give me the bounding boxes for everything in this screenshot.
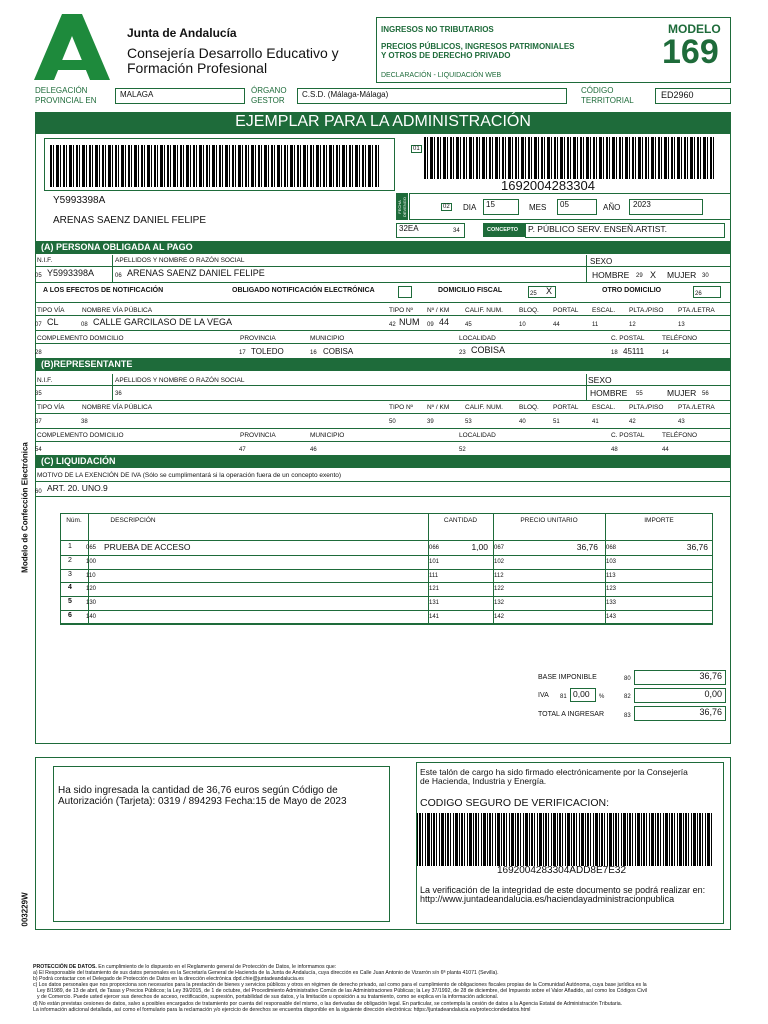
n06: 06: [115, 273, 122, 279]
csv-label: CODIGO SEGURO DE VERIFICACION:: [420, 797, 610, 809]
n45: 45: [465, 322, 472, 328]
row-code-precio: 102: [494, 558, 505, 565]
b-tel-label: TELÉFONO: [662, 432, 698, 439]
firma-text2: de Hacienda, Industria y Energía.: [420, 776, 547, 786]
concepto-value: P. PÚBLICO SERV. ENSEÑ.ARTIST.: [528, 224, 668, 234]
n50: 50: [389, 419, 396, 425]
a-cp-label: C. POSTAL: [611, 335, 645, 342]
organo-label2: GESTOR: [251, 96, 285, 105]
a-localidad: COBISA: [471, 345, 506, 355]
pct: %: [599, 694, 605, 700]
row-code-precio: 067: [494, 545, 505, 551]
n60: 60: [35, 489, 42, 495]
notif-label: A LOS EFECTOS DE NOTIFICACIÓN: [43, 287, 164, 294]
top-left-barcode: [50, 145, 380, 187]
b-loc-label: LOCALIDAD: [459, 432, 496, 439]
domfiscal-label: DOMICILIO FISCAL: [438, 287, 503, 294]
n25: 25: [530, 291, 537, 297]
codigo-value: ED2960: [661, 90, 694, 100]
row-code-desc: 065: [86, 545, 97, 551]
motivo-value: ART. 20. UNO.9: [47, 483, 108, 493]
verif-text1: La verificación de la integridad de este documento se podrá realizar en:: [420, 885, 706, 895]
domfiscal-x: X: [546, 286, 553, 296]
n39: 39: [427, 419, 434, 425]
barcode-number: 1692004283304: [501, 178, 595, 193]
row-number: 6: [68, 612, 72, 619]
iva-value: 0,00: [704, 689, 722, 699]
anio-label: AÑO: [603, 203, 621, 212]
delegacion-value: MALAGA: [120, 90, 154, 99]
concepto-label: CONCEPTO: [487, 227, 519, 233]
footer-title: PROTECCIÓN DE DATOS.: [33, 964, 97, 970]
n26: 26: [695, 291, 702, 297]
base-label: BASE IMPONIBLE: [538, 674, 597, 681]
n44a: 44: [553, 322, 560, 328]
b-nif-label: N.I.F.: [37, 377, 53, 384]
n29: 29: [636, 273, 643, 279]
n13: 13: [678, 322, 685, 328]
n42a: 42: [389, 322, 396, 328]
n46: 46: [310, 447, 317, 453]
a-escal-label: ESCAL.: [592, 307, 616, 314]
row-code-precio: 142: [494, 614, 505, 620]
a-mujer: MUJER: [667, 270, 697, 280]
row-code-precio: 132: [494, 600, 505, 607]
a-tiponum: NUM: [399, 317, 420, 327]
n08: 08: [81, 322, 88, 328]
row-number: 3: [68, 570, 72, 578]
a-mun-label: MUNICIPIO: [310, 335, 345, 342]
a-tipovia: CL: [47, 317, 59, 327]
n48: 48: [611, 447, 618, 453]
section-b-header: (B)REPRESENTANTE: [35, 358, 731, 371]
section-a-header: (A) PERSONA OBLIGADA AL PAGO: [35, 241, 731, 254]
table-row-line: [60, 596, 713, 597]
row-number: 1: [68, 543, 72, 550]
row-code-cant: 141: [429, 614, 440, 620]
b-portal-label: PORTAL: [553, 404, 579, 411]
n81: 81: [560, 694, 567, 700]
footer-intro: En cumplimiento de lo dispuesto en el Reglamento general de Protección de Datos, le informamos que:: [98, 964, 337, 970]
row-code-cant: 111: [429, 572, 439, 579]
row-code-desc: 140: [86, 614, 97, 620]
n47: 47: [239, 447, 246, 453]
fecha-devengo-text: FECHA DEVENGO: [397, 197, 407, 218]
a-nif-label: N.I.F.: [37, 257, 53, 264]
iva-pct: 0,00: [573, 689, 590, 699]
base-value: 36,76: [699, 671, 722, 681]
total-value: 36,76: [699, 707, 722, 717]
a-bloq-label: BLOQ.: [519, 307, 539, 314]
row-code-importe: 113: [606, 572, 616, 579]
row-description: PRUEBA DE ACCESO: [104, 542, 191, 552]
b-pta-label: PTA./LETRA: [678, 404, 715, 411]
precios-title2: Y OTROS DE DERECHO PRIVADO: [381, 51, 511, 60]
a-line1: [35, 266, 731, 267]
a-line2: [35, 282, 731, 283]
footer-a: a) El Responsable del tratamiento de sus datos personales es la Secretaría General de Hacienda de la Junta de Andalucía, cuya dirección es Calle Juan Antonio de Vizarrón s/n 6ª planta 41071 (Sevilla).: [33, 970, 499, 977]
th1: [60, 540, 713, 541]
b-vline1: [112, 374, 113, 400]
b-prov-label: PROVINCIA: [240, 432, 276, 439]
row-code-desc: 100: [86, 558, 97, 565]
b-vline2: [586, 374, 587, 400]
otro-label: OTRO DOMICILIO: [602, 287, 662, 294]
consejeria-line1: Consejería Desarrollo Educativo y: [127, 45, 339, 61]
motivo-label: MOTIVO DE LA EXENCIÓN DE IVA (Sólo se cumplimentará si la operación fuera de un concepto exento): [37, 472, 342, 479]
n37: 37: [35, 419, 42, 425]
n17: 17: [239, 350, 246, 356]
n02: 02: [443, 204, 450, 210]
a-nif: Y5993398A: [47, 268, 95, 278]
a-nkm: 44: [439, 317, 450, 327]
a-line3: [35, 302, 731, 303]
b-bloq-label: BLOQ.: [519, 404, 539, 411]
a-nombre: ARENAS SAENZ DANIEL FELIPE: [127, 268, 265, 278]
a-vline1: [112, 255, 113, 282]
b-escal-label: ESCAL.: [592, 404, 616, 411]
row-cantidad: 1,00: [471, 542, 488, 552]
a-line6: [35, 343, 731, 344]
row-code-desc: 110: [86, 572, 96, 579]
n23: 23: [459, 350, 466, 356]
row-code-importe: 143: [606, 614, 617, 620]
iva-label: IVA: [538, 692, 549, 699]
a-hombre: HOMBRE: [592, 270, 630, 280]
a-prov-label: PROVINCIA: [240, 335, 276, 342]
modelo-label: MODELO: [668, 22, 721, 36]
row-code-importe: 103: [606, 558, 617, 565]
row-code-importe: 068: [606, 545, 617, 551]
a-line4: [35, 315, 731, 316]
col-num: Núm.: [66, 517, 82, 524]
a-calif-label: CALIF. NUM.: [465, 307, 503, 314]
codigo-label2: TERRITORIAL: [581, 96, 634, 105]
mes-value: 05: [560, 200, 569, 209]
n14: 14: [662, 350, 669, 356]
table-row-line: [60, 624, 713, 625]
a-vline2: [586, 255, 587, 282]
n10: 10: [519, 322, 526, 328]
n18: 18: [611, 350, 618, 356]
n16: 16: [310, 350, 317, 356]
consejeria-line2: Formación Profesional: [127, 60, 268, 76]
row-code-importe: 133: [606, 600, 617, 607]
side-modelo-text: Modelo de Confección Electrónica: [20, 442, 30, 573]
b-comp-label: COMPLEMENTO DOMICILIO: [37, 432, 124, 439]
a-nombrevia: CALLE GARCILASO DE LA VEGA: [93, 317, 233, 327]
n42b: 42: [629, 419, 636, 425]
n82: 82: [624, 694, 631, 700]
table-row-line: [60, 582, 713, 583]
mes-label: MES: [529, 203, 547, 212]
firma-text1: Este talón de cargo ha sido firmado electrónicamente por la Consejería: [420, 767, 688, 777]
n43: 43: [678, 419, 685, 425]
n35: 35: [35, 391, 42, 397]
declaracion-label: DECLARACIÓN - LIQUIDACIÓN WEB: [381, 72, 502, 79]
obligado-label: OBLIGADO NOTIFICACIÓN ELECTRÓNICA: [232, 287, 375, 294]
a-plta-label: PLTA./PISO: [629, 307, 664, 314]
a-nkm-label: Nº / KM: [427, 307, 450, 314]
csv-value: 1692004283304ADD8E7E32: [497, 865, 626, 876]
n83: 83: [624, 713, 631, 719]
b-sexo-label: SEXO: [588, 375, 612, 385]
n40: 40: [519, 419, 526, 425]
n30: 30: [702, 273, 709, 279]
b-line4: [35, 428, 731, 429]
n56: 56: [702, 391, 709, 397]
section-c-header: (C) LIQUIDACIÓN: [35, 455, 731, 468]
anio-value: 2023: [633, 200, 651, 209]
ingreso-text2: Autorización (Tarjeta): 0319 / 894293 Fecha:15 de Mayo de 2023: [58, 796, 347, 807]
a-provincia: TOLEDO: [251, 347, 284, 356]
b-line2: [35, 400, 731, 401]
a-tipovia-label: TIPO VÍA: [37, 307, 65, 314]
n53: 53: [465, 419, 472, 425]
a-tel-label: TELÉFONO: [662, 335, 698, 342]
org-name: Junta de Andalucía: [127, 26, 237, 40]
row-code-desc: 120: [86, 586, 97, 593]
b-hombre: HOMBRE: [590, 388, 628, 398]
col-importe: IMPORTE: [644, 517, 674, 524]
c-line1: [35, 481, 731, 482]
row-code-cant: 101: [429, 558, 440, 565]
row-code-cant: 066: [429, 545, 440, 551]
row-importe: 36,76: [686, 542, 708, 552]
n07: 07: [35, 322, 42, 328]
row-code-cant: 121: [429, 586, 440, 593]
n52: 52: [459, 447, 466, 453]
precios-title1: PRECIOS PÚBLICOS, INGRESOS PATRIMONIALES: [381, 42, 575, 51]
row-code-cant: 131: [429, 600, 440, 607]
delegacion-label2: PROVINCIAL EN: [35, 96, 97, 105]
obligado-check: [398, 286, 412, 298]
top-nombre: ARENAS SAENZ DANIEL FELIPE: [53, 215, 207, 226]
ingreso-text1: Ha sido ingresada la cantidad de 36,76 euros según Código de: [58, 785, 338, 796]
row-code-precio: 112: [494, 572, 504, 579]
codigo-label1: CÓDIGO: [581, 86, 614, 95]
verif-text2: http://www.juntadeandalucia.es/haciendayadministracionpublica: [420, 894, 675, 904]
a-cp: 45111: [623, 347, 645, 356]
a-loc-label: LOCALIDAD: [459, 335, 496, 342]
junta-logo: [34, 14, 110, 80]
row-precio: 36,76: [576, 542, 598, 552]
dia-value: 15: [486, 200, 495, 209]
n01: 01: [413, 146, 420, 152]
footer-b: b) Podrá contactar con el Delegado de Protección de Datos en la dirección electrónica dpd.chie@juntadeandalucia.es: [33, 976, 304, 983]
b-tipovia-label: TIPO VÍA: [37, 404, 65, 411]
total-label: TOTAL A INGRESAR: [538, 711, 605, 718]
b-mujer: MUJER: [667, 388, 697, 398]
footer: [33, 964, 733, 1013]
row-number: 4: [68, 584, 72, 592]
n34: 34: [453, 228, 460, 234]
organo-value: C.S.D. (Málaga-Málaga): [302, 90, 389, 99]
b-apellidos-label: APELLIDOS Y NOMBRE O RAZÓN SOCIAL: [115, 377, 245, 384]
n12: 12: [629, 322, 636, 328]
a-x-mujer: X: [650, 270, 657, 280]
b-line5: [35, 441, 731, 442]
col-precio: PRECIO UNITARIO: [520, 517, 578, 524]
n09: 09: [427, 322, 434, 328]
a-portal-label: PORTAL: [553, 307, 579, 314]
footer-e: La información adicional detallada, así como el formulario para la reclamación y/o ejercicio de derechos se encuentra disponible en la siguiente dirección electrónica: https://juntadeandalucia.es/protecciondedatos.html: [33, 1006, 531, 1013]
table-row-line: [60, 555, 713, 556]
organo-label1: ÓRGANO: [251, 86, 287, 95]
row-code-desc: 130: [86, 600, 97, 607]
csv-barcode: [417, 813, 712, 866]
b-mun-label: MUNICIPIO: [310, 432, 345, 439]
b-cp-label: C. POSTAL: [611, 432, 645, 439]
delegacion-label1: DELEGACIÓN: [35, 86, 88, 95]
n05: 05: [35, 273, 42, 279]
n28: 28: [35, 350, 42, 356]
table-row-line: [60, 610, 713, 611]
c-line2: [35, 496, 731, 497]
row-code-precio: 122: [494, 586, 505, 593]
n55: 55: [636, 391, 643, 397]
n44b: 44: [662, 447, 669, 453]
a-apellidos-label: APELLIDOS Y NOMBRE O RAZÓN SOCIAL: [115, 257, 245, 264]
row-number: 2: [68, 556, 72, 564]
footer-d: d) No están previstas cesiones de datos, salvo a posibles encargados de tratamiento por cuenta del responsable del mismo, o las derivadas de obligación legal. En particular, se contempla la cesión de datos a la Agencia Estatal de Administración Tributaria.: [33, 1000, 623, 1007]
a-line5: [35, 330, 731, 331]
ejemplar-title: EJEMPLAR PARA LA ADMINISTRACIÓN: [235, 113, 531, 130]
n36: 36: [115, 391, 122, 397]
b-calif-label: CALIF. NUM.: [465, 404, 503, 411]
n38: 38: [81, 419, 88, 425]
a-nombrevia-label: NOMBRE VÍA PÚBLICA: [82, 307, 153, 314]
a-tiponum-label: TIPO Nº: [389, 307, 414, 314]
n80: 80: [624, 676, 631, 682]
top-nif: Y5993398A: [53, 195, 106, 206]
footer-c1: c) Los datos personales que nos proporciona son necesarios para la prestación de bienes y servicios públicos y otros en régimen de derecho privado, así como para el cumplimiento de obligaciones fiscales propias de la Comunidad Autónoma, cuya base jurídica es la: [33, 982, 647, 989]
a-municipio: COBISA: [323, 347, 354, 356]
table-row-line: [60, 569, 713, 570]
n41: 41: [592, 419, 599, 425]
b-tiponum-label: TIPO Nº: [389, 404, 414, 411]
row-number: 5: [68, 598, 72, 606]
footer-c2: Ley 8/1989, de 13 de abril, de Tasas y Precios Públicos; la Ley 39/2015, de 1 de octubre, del Procedimiento Administrativo Común de las Administraciones Públicas; la Ley 37/1992, de 28 de diciembre, del Impuesto sobre el Valor Añadido, así como los Códigos Civil: [37, 988, 647, 995]
modelo-number: 169: [662, 33, 719, 71]
a-pta-label: PTA./LETRA: [678, 307, 715, 314]
n11: 11: [592, 322, 599, 328]
row-code-importe: 123: [606, 586, 617, 593]
b-nombrevia-label: NOMBRE VÍA PÚBLICA: [82, 404, 153, 411]
col-cant: CANTIDAD: [443, 517, 478, 524]
a-sexo-label: SEXO: [590, 257, 613, 266]
dia-label: DIA: [463, 203, 477, 212]
b-line1: [35, 385, 731, 386]
b-nkm-label: Nº / KM: [427, 404, 450, 411]
codigo-concepto: 32EA: [399, 224, 419, 233]
ingresos-title: INGRESOS NO TRIBUTARIOS: [381, 25, 494, 34]
b-line3: [35, 413, 731, 414]
footer-c3: y de Comercio. Puede usted ejercer sus derechos de acceso, rectificación, supresión, portabilidad de sus datos, y la limitación u oposición a su tratamiento, como se explica en la información adicional.: [37, 994, 499, 1001]
n54: 54: [35, 447, 42, 453]
col-desc: DESCRIPCIÓN: [110, 517, 156, 524]
n51: 51: [553, 419, 560, 425]
b-plta-label: PLTA./PISO: [629, 404, 664, 411]
side-code: 003229W: [20, 892, 30, 927]
a-comp-label: COMPLEMENTO DOMICILIO: [37, 335, 124, 342]
top-right-barcode: [424, 137, 714, 179]
